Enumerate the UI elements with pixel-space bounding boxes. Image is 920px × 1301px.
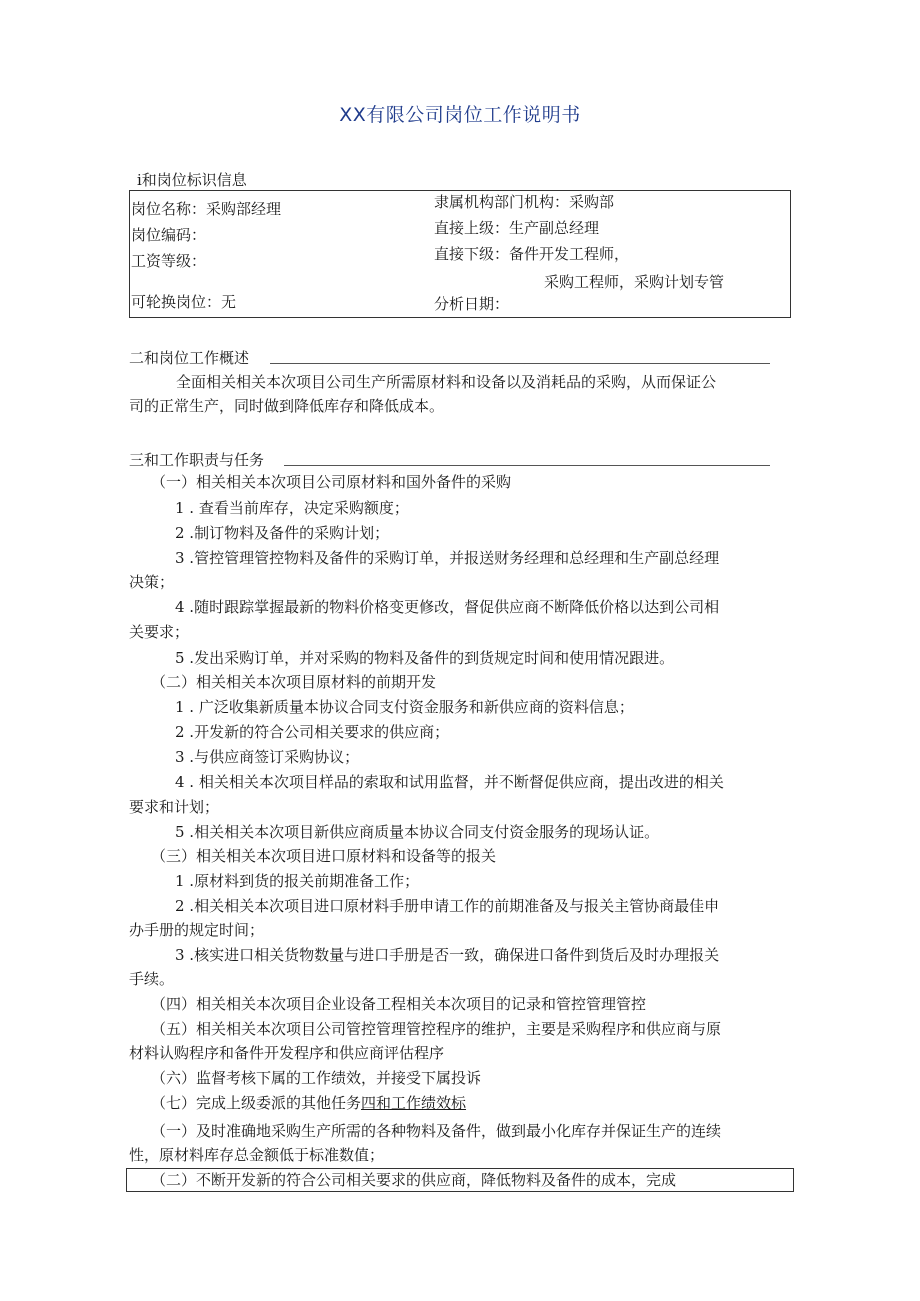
section3-heading: 三和工作职责与任务 (129, 451, 265, 469)
duty-2-item-4-cont: 要求和计划； (129, 798, 220, 816)
summary-line-2: 司的正常生产，同时做到降低库存和降低成本。 (129, 397, 445, 415)
duty-7 (151, 1091, 466, 1115)
duty-2-heading: （二）相关相关本次项目原材料的前期开发 (151, 673, 437, 691)
duty-1-item-3-cont: 决策； (129, 573, 175, 591)
direct-subordinates-cont: 采购工程师，采购计划专管 (544, 273, 725, 291)
duty-2-item-2: 2 .开发新的符合公司相关要求的供应商； (175, 723, 450, 741)
duty-6: （六）监督考核下属的工作绩效，并接受下属投诉 (151, 1069, 482, 1087)
duty-3-item-3: 3 .核实进口相关货物数量与进口手册是否一致，确保进口备件到货后及时办理报关 (175, 946, 720, 964)
department: 隶属机构部门机构：采购部 (434, 193, 615, 211)
duty-5: （五）相关相关本次项目公司管控管理管控程序的维护，主要是采购程序和供应商与原 (151, 1020, 722, 1038)
duty-1-item-3: 3 .管控管理管控物料及备件的采购订单，并报送财务经理和总经理和生产副总经理 (175, 549, 720, 567)
duty-3-item-2: 2 .相关相关本次项目进口原材料手册申请工作的前期准备及与报关主管协商最佳申 (175, 897, 720, 915)
page-title: XX有限公司岗位工作说明书 (339, 104, 581, 126)
duty-2-item-4: 4 . 相关相关本次项目样品的索取和试用监督，并不断督促供应商，提出改进的相关 (175, 773, 724, 791)
summary-line-1: 全面相关相关本次项目公司生产所需原材料和设备以及消耗品的采购，从而保证公 (176, 373, 717, 391)
duty-4: （四）相关相关本次项目企业设备工程相关本次项目的记录和管控管理管控 (151, 995, 647, 1013)
duty-3-heading: （三）相关相关本次项目进口原材料和设备等的报关 (151, 847, 497, 865)
direct-subordinates: 直接下级：备件开发工程师， (434, 245, 630, 263)
duty-2-item-3: 3 .与供应商签订采购协议； (175, 748, 360, 766)
kpi-2: （二）不断开发新的符合公司相关要求的供应商，降低物料及备件的成本，完成 (151, 1171, 677, 1189)
duty-3-item-3-cont: 手续。 (129, 970, 175, 988)
kpi-1: （一）及时准确地采购生产所需的各种物料及备件，做到最小化库存并保证生产的连续 (151, 1122, 722, 1140)
section2-heading: 二和岗位工作概述 (129, 349, 250, 367)
section1-heading: ⅰ和岗位标识信息 (137, 171, 247, 189)
section3-rule (284, 465, 770, 466)
direct-superior: 直接上级：生产副总经理 (434, 219, 600, 237)
duty-2-item-5: 5 .相关相关本次项目新供应商质量本协议合同支付资金服务的现场认证。 (175, 823, 660, 841)
position-name: 岗位名称：采购部经理 (131, 200, 282, 218)
analysis-date: 分析日期： (434, 295, 510, 313)
duty-5-cont: 材料认购程序和备件开发程序和供应商评估程序 (129, 1044, 445, 1062)
duty-2-item-1: 1 . 广泛收集新质量本协议合同支付资金服务和新供应商的资料信息； (175, 698, 634, 716)
duty-1-item-1: 1 . 查看当前库存，决定采购额度； (175, 499, 409, 517)
duty-7-text: （七）完成上级委派的其他任务 (151, 1094, 362, 1112)
salary-grade: 工资等级： (131, 252, 207, 270)
duty-3-item-2-cont: 办手册的规定时间； (129, 921, 265, 939)
duty-3-item-1: 1 .原材料到货的报关前期准备工作； (175, 872, 420, 890)
section2-rule (270, 363, 770, 364)
position-code: 岗位编码： (131, 226, 207, 244)
duty-1-item-5: 5 .发出采购订单，并对采购的物料及备件的到货规定时间和使用情况跟进。 (175, 649, 675, 667)
duty-1-item-4: 4 .随时跟踪掌握最新的物料价格变更修改，督促供应商不断降低价格以达到公司相 (175, 598, 720, 616)
duty-1-item-4-cont: 关要求； (129, 623, 190, 641)
rotatable-position: 可轮换岗位：无 (131, 293, 237, 311)
duty-1-item-2: 2 .制订物料及备件的采购计划； (175, 524, 390, 542)
section4-heading: 四和工作绩效标 (361, 1094, 467, 1112)
duty-1-heading: （一）相关相关本次项目公司原材料和国外备件的采购 (151, 473, 512, 491)
kpi-1-cont: 性，原材料库存总金额低于标准数值； (129, 1146, 385, 1164)
